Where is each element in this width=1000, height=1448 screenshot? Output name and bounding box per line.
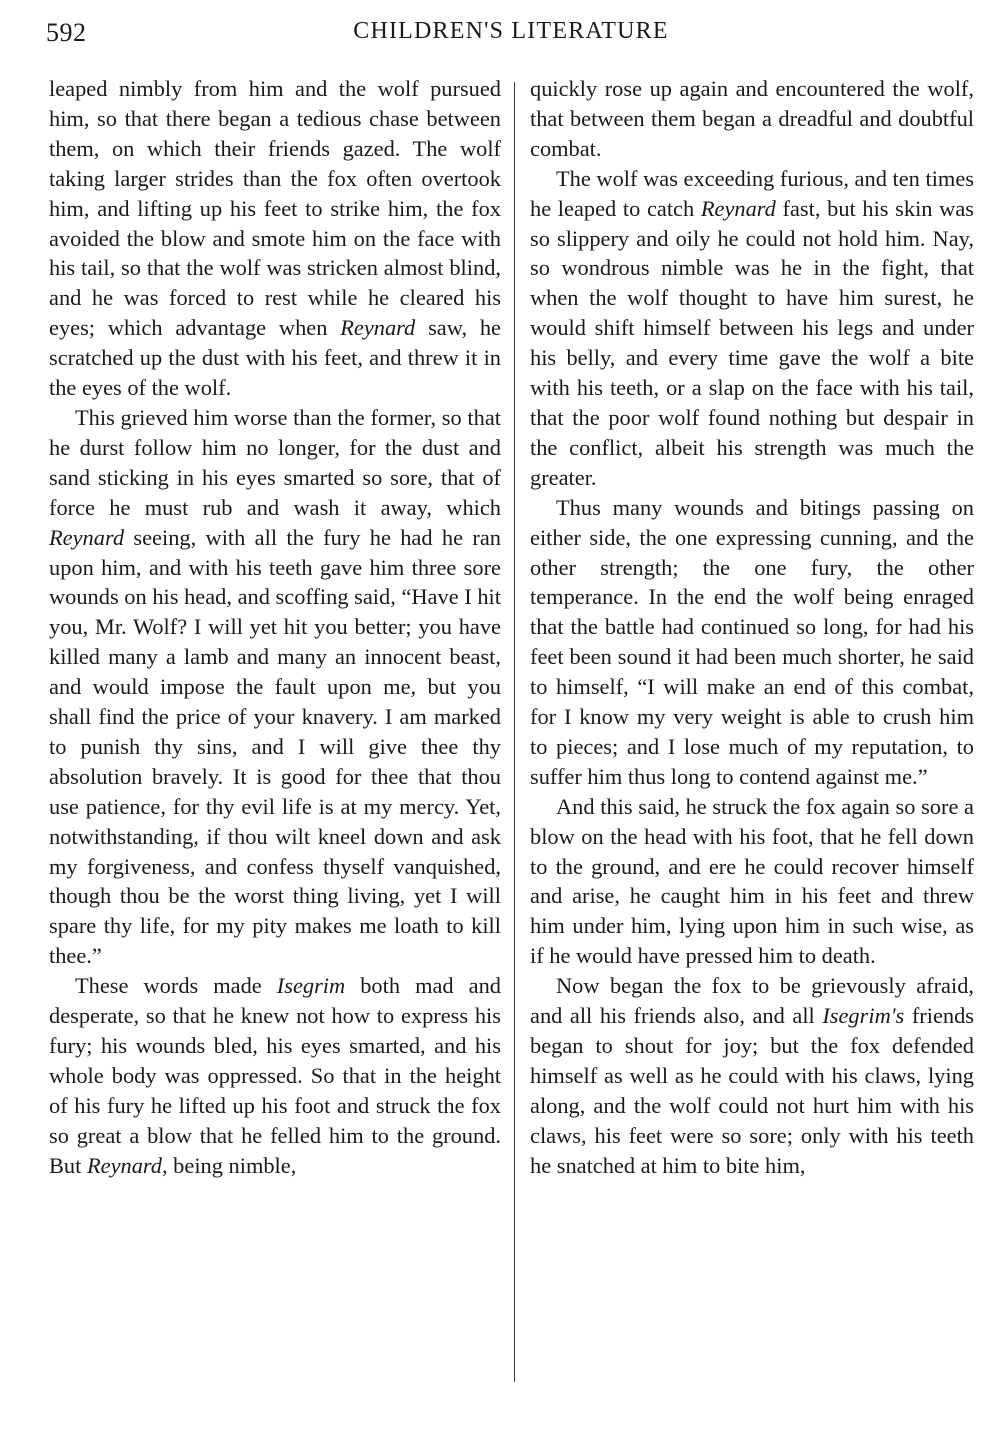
paragraph: These words made Isegrim both mad and desperate, so that he knew not how to express his fury; his wounds bled, his eyes smarted, and his whole body was oppressed. So that in the height of his fury he lifted up his foot and struck the fox so great a blow that he felled him to the ground. But Reynard, being nimble,: [49, 973, 501, 1178]
page-header: [46, 14, 976, 54]
paragraph: quickly rose up again and encountered the wolf, that between them began a dreadful and doubtful combat.: [530, 76, 974, 161]
paragraph: The wolf was exceeding furious, and ten times he leaped to catch Reynard fast, but his skin was so slippery and oily he could not hold him. Nay, so wondrous nimble was he in the fight, that when the wolf thought to have him surest, he would shift himself between his legs and under his belly, and every time gave the wolf a bite with his teeth, or a slap on the face with his tail, that the poor wolf found nothing but despair in the conflict, albeit his strength was much the greater.: [530, 165, 974, 490]
paragraph: And this said, he struck the fox again so sore a blow on the head with his foot, that he fell down to the ground, and ere he could recover himself and arise, he caught him in his feet and threw him under him, lying upon him in such wise, as if he would have pressed him to death.: [530, 793, 974, 969]
paragraph: Thus many wounds and bitings passing on either side, the one expressing cunning, and the other strength; the one fury, the other temperance. In the end the wolf being enraged that the battle had continued so long, for had his feet been sound it had been much shorter, he said to himself, “I will make an end of this combat, for I know my very weight is able to crush him to pieces; and I lose much of my reputation, to suffer him thus long to contend against me.”: [530, 494, 974, 789]
paragraph: This grieved him worse than the former, so that he durst follow him no longer, for the dust and sand sticking in his eyes smarted so sore, that of force he must rub and wash it away, which Reynard seeing, with all the fury he had he ran upon him, and with his teeth gave him three sore wounds on his head, and scoffing said, “Have I hit you, Mr. Wolf? I will yet hit you better; you have killed many a lamb and many an innocent beast, and would impose the fault upon me, but you shall find the price of your knavery. I am marked to punish thy sins, and I will give thee thy absolution bravely. It is good for thee that thou use patience, for thy evil life is at my mercy. Yet, notwithstanding, if thou wilt kneel down and ask my forgiveness, and confess thyself vanquished, though thou be the worst thing living, yet I will spare thy life, for my pity makes me loath to kill thee.”: [49, 404, 501, 969]
running-head: CHILDREN'S LITERATURE: [353, 18, 669, 44]
page-number: 592: [46, 18, 87, 47]
left-column: [49, 74, 501, 1181]
right-column: [530, 74, 974, 1181]
column-divider: [514, 82, 515, 1382]
paragraph: leaped nimbly from him and the wolf pursued him, so that there began a tedious chase between them, on which their friends gazed. The wolf taking larger strides than the fox often overtook him, and lifting up his feet to strike him, the fox avoided the blow and smote him on the face with his tail, so that the wolf was stricken almost blind, and he was forced to rest while he cleared his eyes; which advantage when Reynard saw, he scratched up the dust with his feet, and threw it in the eyes of the wolf.: [49, 76, 501, 401]
paragraph: Now began the fox to be grievously afraid, and all his friends also, and all Isegrim's friends began to shout for joy; but the fox defended himself as well as he could with his claws, lying along, and the wolf could not hurt him with his claws, his feet were so sore; only with his teeth he snatched at him to bite him,: [530, 973, 974, 1178]
